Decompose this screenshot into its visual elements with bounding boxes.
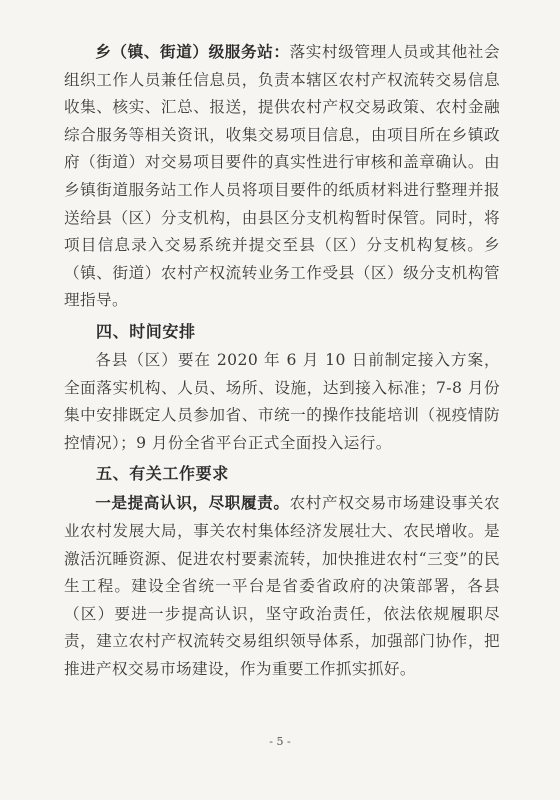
paragraph-township-service-station <box>64 38 500 315</box>
page-number: - 5 - <box>269 735 291 748</box>
paragraph-body-township: 落实村级管理人员或其他社会组织工作人员兼任信息员，负责本辖区农村产权流转交易信息收集、核实、汇总、报送，提供农村产权交易政策、农村金融综合服务等相关资讯，收集交易项目信息，由项目所在乡镇政府（街道）对交易项目要件的真实性进行审核和盖章确认。由乡镇街道服务站工作人员将项目要件的纸质材料进行整理并报送给县（区）分支机构，由县区分支机构暂时保管。同时，将项目信息录入交易系统并提交至县（区）分支机构复核。乡（镇、街道）农村产权流转业务工作受县（区）级分支机构管理指导。 <box>64 43 500 310</box>
section-heading-requirements: 五、有关工作要求 <box>96 464 229 484</box>
paragraph-lead-requirement-one: 一是提高认识，尽职履责。 <box>95 493 290 513</box>
paragraph-requirement-one <box>64 489 500 683</box>
paragraph-body-requirement-one: 农村产权交易市场建设事关农业农村发展大局，事关农村集体经济发展壮大、农民增收。是激活沉睡资源、促进农村要素流转，加快推进农村“三变”的民生工程。建设全省统一平台是省委省政府的决策部署，各县（区）要进一步提高认识，坚守政治责任，依法依规履职尽责，建立农村产权流转交易组织领导体系，加强部门协作，把推进产权交易市场建设，作为重要工作抓实抓好。 <box>64 494 500 678</box>
paragraph-lead-township: 乡（镇、街道）级服务站： <box>95 42 290 61</box>
paragraph-body-schedule: 各县（区）要在 2020 年 6 月 10 日前制定接入方案，全面落实机构、人员、场所、设施，达到接入标准；7-8 月份集中安排既定人员参加省、市统一的操作技能培训（视疫情防控情况）；9 月份全省平台正式全面投入运行。 <box>64 350 500 452</box>
paragraph-schedule <box>64 347 500 457</box>
section-heading-schedule: 四、时间安排 <box>96 321 196 341</box>
